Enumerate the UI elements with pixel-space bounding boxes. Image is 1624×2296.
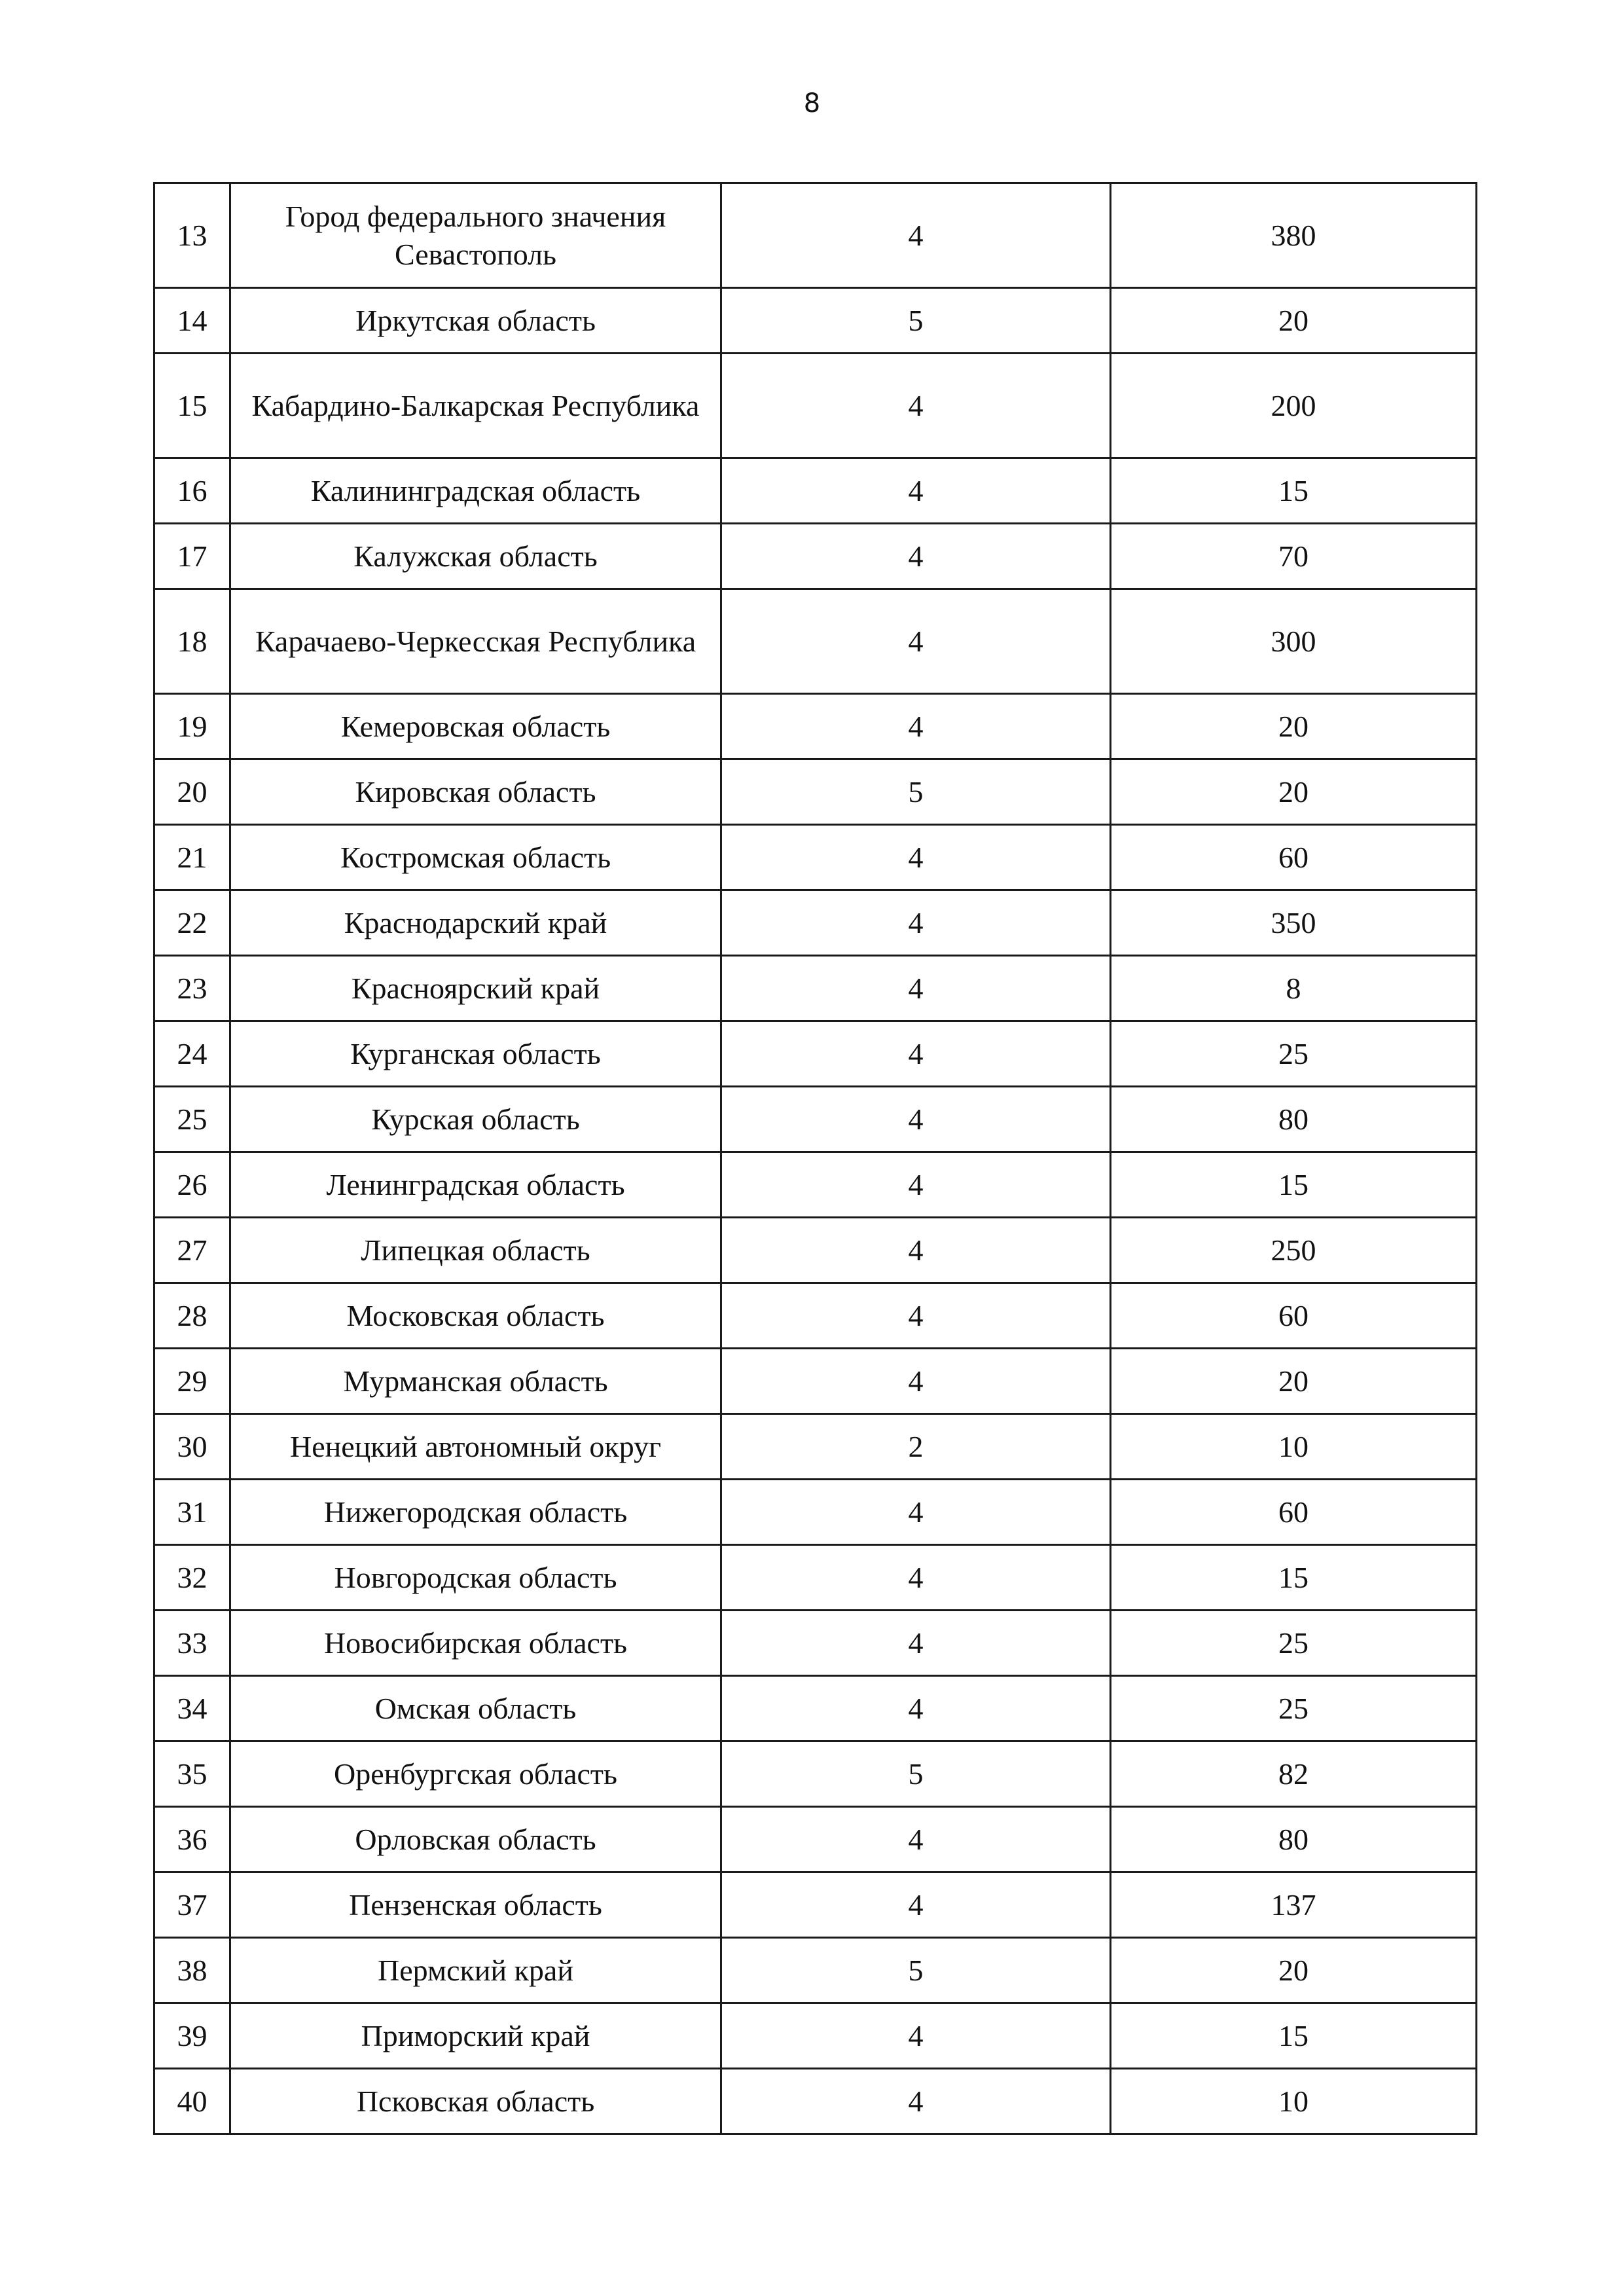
value-a: 4	[721, 1021, 1111, 1087]
value-a: 4	[721, 1807, 1111, 1872]
table-row	[154, 1938, 1477, 2003]
value-a: 4	[721, 183, 1111, 288]
region-name: Пензенская область	[230, 1872, 721, 1938]
row-number: 15	[154, 354, 230, 458]
value-b: 20	[1111, 1349, 1477, 1414]
region-name: Калужская область	[230, 524, 721, 589]
row-number: 36	[154, 1807, 230, 1872]
row-number: 16	[154, 458, 230, 524]
value-b: 200	[1111, 354, 1477, 458]
row-number: 13	[154, 183, 230, 288]
value-a: 5	[721, 1741, 1111, 1807]
region-name: Оренбургская область	[230, 1741, 721, 1807]
value-a: 4	[721, 2003, 1111, 2069]
row-number: 23	[154, 956, 230, 1021]
table-row	[154, 1414, 1477, 1480]
table-row	[154, 890, 1477, 956]
row-number: 34	[154, 1676, 230, 1741]
row-number: 33	[154, 1611, 230, 1676]
value-a: 4	[721, 1611, 1111, 1676]
value-a: 4	[721, 956, 1111, 1021]
value-b: 80	[1111, 1807, 1477, 1872]
region-name: Курганская область	[230, 1021, 721, 1087]
row-number: 21	[154, 825, 230, 890]
region-name: Омская область	[230, 1676, 721, 1741]
table-row	[154, 2003, 1477, 2069]
table-row	[154, 759, 1477, 825]
value-a: 4	[721, 524, 1111, 589]
row-number: 19	[154, 694, 230, 759]
region-name: Ненецкий автономный округ	[230, 1414, 721, 1480]
value-a: 4	[721, 1872, 1111, 1938]
row-number: 39	[154, 2003, 230, 2069]
table-row	[154, 1545, 1477, 1611]
table-row	[154, 694, 1477, 759]
value-a: 4	[721, 2069, 1111, 2134]
region-name: Костромская область	[230, 825, 721, 890]
value-a: 4	[721, 589, 1111, 694]
table-row	[154, 1021, 1477, 1087]
value-b: 10	[1111, 2069, 1477, 2134]
region-name: Псковская область	[230, 2069, 721, 2134]
region-name: Приморский край	[230, 2003, 721, 2069]
value-a: 4	[721, 1152, 1111, 1218]
value-b: 20	[1111, 759, 1477, 825]
region-name: Ленинградская область	[230, 1152, 721, 1218]
value-b: 60	[1111, 1480, 1477, 1545]
value-b: 8	[1111, 956, 1477, 1021]
value-b: 250	[1111, 1218, 1477, 1283]
table-row	[154, 1152, 1477, 1218]
row-number: 28	[154, 1283, 230, 1349]
row-number: 20	[154, 759, 230, 825]
value-b: 25	[1111, 1611, 1477, 1676]
value-a: 4	[721, 1480, 1111, 1545]
value-b: 25	[1111, 1021, 1477, 1087]
table-row	[154, 354, 1477, 458]
region-name: Карачаево-Черкесская Республика	[230, 589, 721, 694]
row-number: 17	[154, 524, 230, 589]
value-a: 4	[721, 458, 1111, 524]
table-row	[154, 2069, 1477, 2134]
table-row	[154, 1283, 1477, 1349]
table-row	[154, 1872, 1477, 1938]
value-b: 20	[1111, 694, 1477, 759]
region-name: Орловская область	[230, 1807, 721, 1872]
value-a: 4	[721, 1218, 1111, 1283]
row-number: 27	[154, 1218, 230, 1283]
value-a: 4	[721, 1545, 1111, 1611]
value-b: 380	[1111, 183, 1477, 288]
row-number: 22	[154, 890, 230, 956]
table-row	[154, 1741, 1477, 1807]
value-b: 25	[1111, 1676, 1477, 1741]
table-row	[154, 1676, 1477, 1741]
value-a: 4	[721, 1676, 1111, 1741]
region-name: Липецкая область	[230, 1218, 721, 1283]
value-b: 60	[1111, 1283, 1477, 1349]
value-a: 5	[721, 759, 1111, 825]
value-a: 4	[721, 825, 1111, 890]
region-name: Нижегородская область	[230, 1480, 721, 1545]
row-number: 31	[154, 1480, 230, 1545]
value-a: 4	[721, 1283, 1111, 1349]
table-row	[154, 1218, 1477, 1283]
page-number: 8	[803, 88, 821, 118]
value-b: 20	[1111, 288, 1477, 354]
value-b: 82	[1111, 1741, 1477, 1807]
value-a: 4	[721, 694, 1111, 759]
value-b: 137	[1111, 1872, 1477, 1938]
row-number: 26	[154, 1152, 230, 1218]
row-number: 38	[154, 1938, 230, 2003]
region-name: Кабардино-Балкарская Республика	[230, 354, 721, 458]
value-b: 10	[1111, 1414, 1477, 1480]
value-a: 4	[721, 1349, 1111, 1414]
table-row	[154, 458, 1477, 524]
table-row	[154, 183, 1477, 288]
region-name: Иркутская область	[230, 288, 721, 354]
region-name: Московская область	[230, 1283, 721, 1349]
value-b: 70	[1111, 524, 1477, 589]
value-a: 2	[721, 1414, 1111, 1480]
table-row	[154, 589, 1477, 694]
region-name: Калининградская область	[230, 458, 721, 524]
region-name: Курская область	[230, 1087, 721, 1152]
table-row	[154, 1480, 1477, 1545]
table-row	[154, 1087, 1477, 1152]
table-row	[154, 288, 1477, 354]
region-name: Город федерального значения Севастополь	[230, 183, 721, 288]
value-b: 15	[1111, 2003, 1477, 2069]
table-row	[154, 1349, 1477, 1414]
region-name: Кемеровская область	[230, 694, 721, 759]
region-name: Краснодарский край	[230, 890, 721, 956]
row-number: 25	[154, 1087, 230, 1152]
value-b: 15	[1111, 1545, 1477, 1611]
row-number: 32	[154, 1545, 230, 1611]
row-number: 30	[154, 1414, 230, 1480]
region-name: Красноярский край	[230, 956, 721, 1021]
value-a: 4	[721, 354, 1111, 458]
row-number: 40	[154, 2069, 230, 2134]
row-number: 29	[154, 1349, 230, 1414]
value-a: 4	[721, 890, 1111, 956]
value-b: 20	[1111, 1938, 1477, 2003]
value-b: 350	[1111, 890, 1477, 956]
value-b: 60	[1111, 825, 1477, 890]
value-b: 300	[1111, 589, 1477, 694]
region-name: Мурманская область	[230, 1349, 721, 1414]
value-b: 15	[1111, 458, 1477, 524]
region-name: Пермский край	[230, 1938, 721, 2003]
value-b: 80	[1111, 1087, 1477, 1152]
region-name: Новгородская область	[230, 1545, 721, 1611]
value-a: 5	[721, 1938, 1111, 2003]
row-number: 18	[154, 589, 230, 694]
value-b: 15	[1111, 1152, 1477, 1218]
table-row	[154, 1611, 1477, 1676]
value-a: 5	[721, 288, 1111, 354]
region-name: Новосибирская область	[230, 1611, 721, 1676]
row-number: 35	[154, 1741, 230, 1807]
region-name: Кировская область	[230, 759, 721, 825]
value-a: 4	[721, 1087, 1111, 1152]
table-row	[154, 825, 1477, 890]
table-row	[154, 956, 1477, 1021]
row-number: 24	[154, 1021, 230, 1087]
table-row	[154, 1807, 1477, 1872]
regions-table	[153, 182, 1477, 2135]
table-row	[154, 524, 1477, 589]
row-number: 37	[154, 1872, 230, 1938]
row-number: 14	[154, 288, 230, 354]
